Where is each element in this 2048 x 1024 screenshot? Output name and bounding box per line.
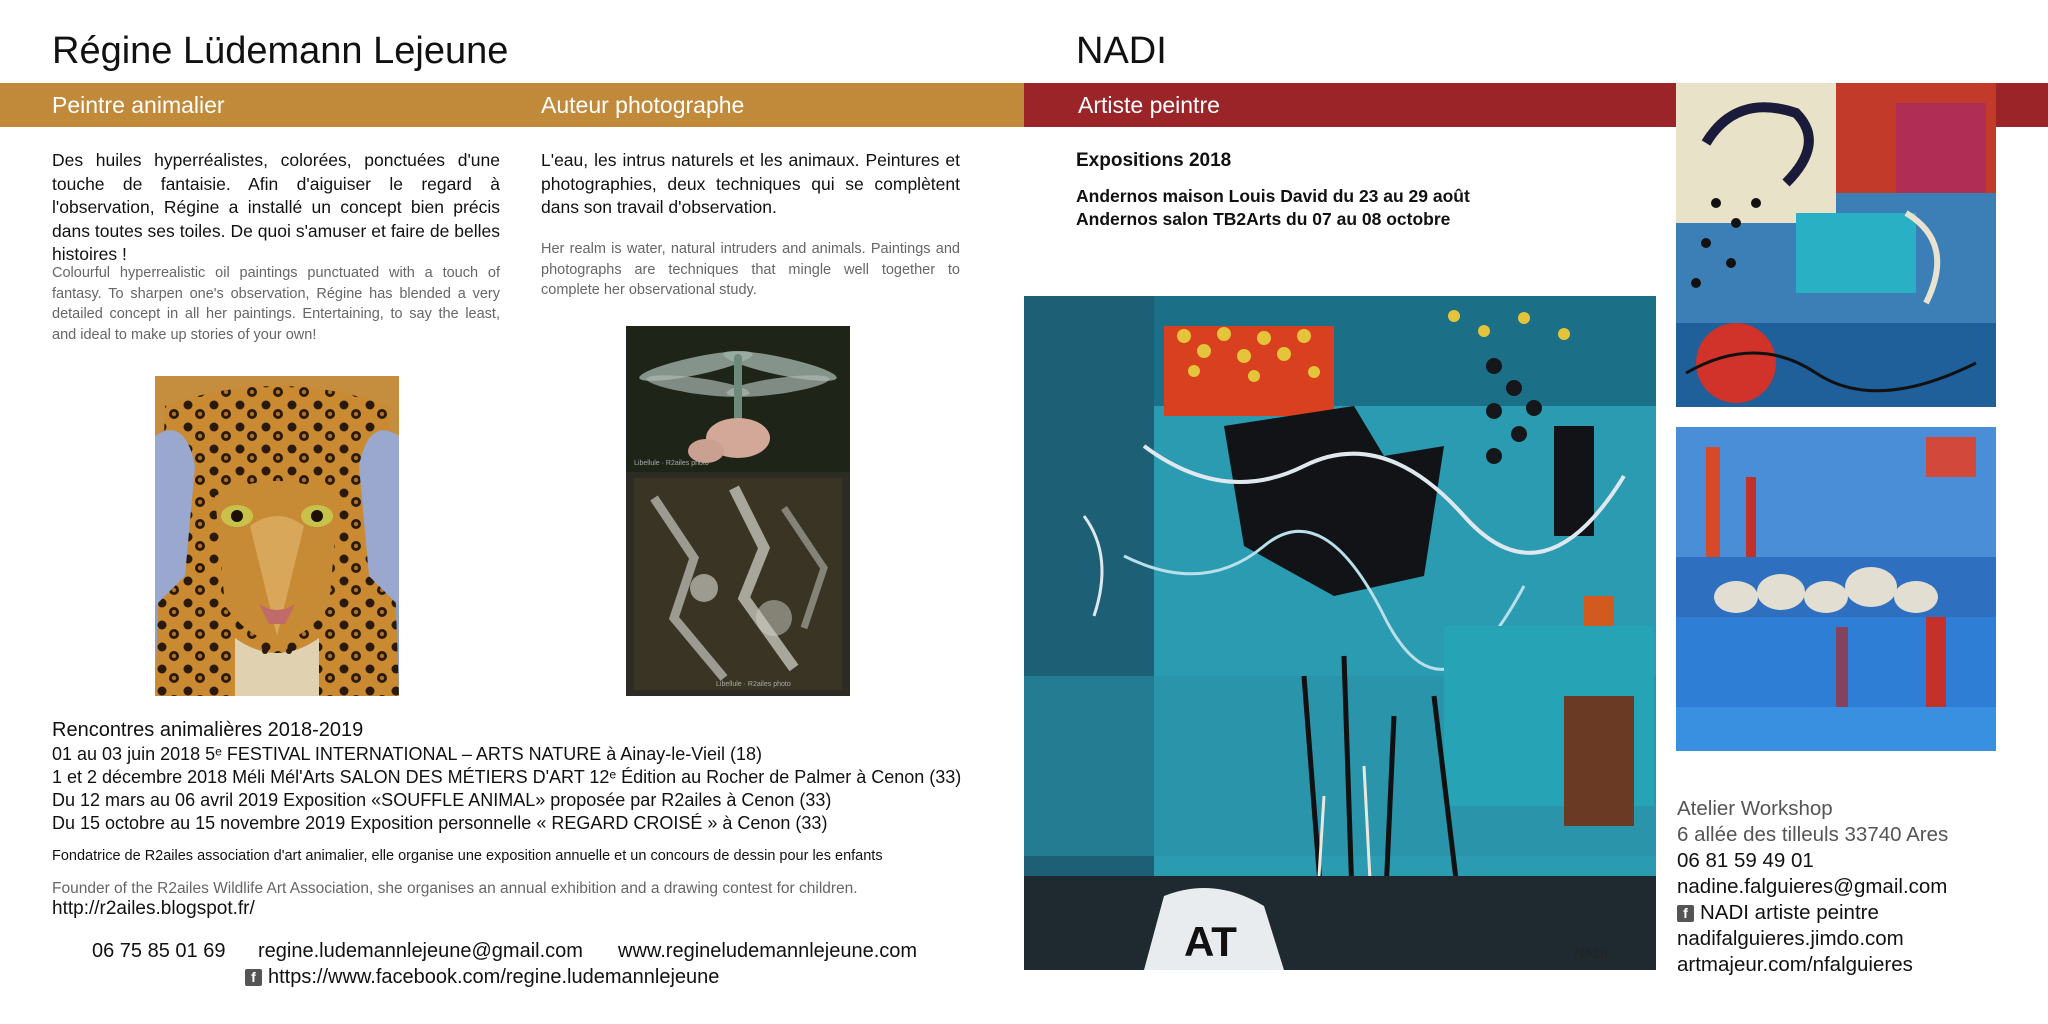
event-item-1: 01 au 03 juin 2018 5ᵉ FESTIVAL INTERNATIONAL – ARTS NATURE à Ainay-le-Vieil (18) <box>52 744 762 764</box>
nadi-facebook-label[interactable]: NADI artiste peintre <box>1700 901 1879 924</box>
nadi-site2-link[interactable]: artmajeur.com/nfalguieres <box>1677 953 1913 976</box>
event-item-4: Du 15 octobre au 15 novembre 2019 Exposition personnelle « REGARD CROISÉ » à Cenon (33) <box>52 813 828 833</box>
founder-french-text: Fondatrice de R2ailes association d'art animalier, elle organise une exposition annuelle et un concours de dessin pour les enfants <box>52 848 883 864</box>
leopard-painting-image <box>155 376 399 696</box>
abstract-painting-top-right <box>1676 83 1996 407</box>
role-photographer-label: Auteur photographe <box>541 92 745 118</box>
artist-name-title: Régine Lüdemann Lejeune <box>52 30 509 72</box>
event-item-2: 1 et 2 décembre 2018 Méli Mél'Arts SALON DES MÉTIERS D'ART 12ᵉ Édition au Rocher de Palmer à Cenon (33) <box>52 767 962 787</box>
col1-english-text: Colourful hyperrealistic oil paintings punctuated with a touch of fantasy. To sharpen one's observation, Régine has blended a very detailed concept in all her paintings. Entertaining, to say the least, and ideal to make up stories of your own! <box>52 265 500 343</box>
role-painter-label: Peintre animalier <box>52 92 225 118</box>
role-artist-label: Artiste peintre <box>1078 92 1220 118</box>
main-abstract-painting <box>1024 296 1656 970</box>
founder-english-text: Founder of the R2ailes Wildlife Art Association, she organises an annual exhibition and a drawing contest for children. <box>52 880 858 897</box>
photo-caption-top: Libellule · R2ailes photo <box>634 460 709 467</box>
events-title: Rencontres animalières 2018-2019 <box>52 719 364 741</box>
col2-english-text: Her realm is water, natural intruders and animals. Paintings and photographs are techniques that mingle well together to complete her observational study. <box>541 241 960 298</box>
website-link[interactable]: www.regineludemannlejeune.com <box>618 940 918 962</box>
abstract-painting-bottom-right <box>1676 427 1996 751</box>
atelier-label: Atelier Workshop <box>1677 797 1833 820</box>
dragonfly-photo-panel <box>626 326 850 696</box>
facebook-link[interactable]: https://www.facebook.com/regine.ludemannlejeune <box>268 966 720 988</box>
facebook-link-row[interactable] <box>245 966 719 989</box>
nadi-title: NADI <box>1076 30 1167 72</box>
expo-item-1: Andernos maison Louis David du 23 au 29 août <box>1076 186 1470 206</box>
dragonfly-photo-top <box>626 326 850 472</box>
event-item-3: Du 12 mars au 06 avril 2019 Exposition «SOUFFLE ANIMAL» proposée par R2ailes à Cenon (33) <box>52 790 832 810</box>
photo-caption-bottom: Libellule · R2ailes photo <box>716 681 791 688</box>
facebook-icon: f <box>245 969 262 986</box>
address-text: 6 allée des tilleuls 33740 Ares <box>1677 823 1949 846</box>
expo-title: Expositions 2018 <box>1076 150 1232 171</box>
svg-text:AT: AT <box>1184 918 1237 965</box>
expo-item-2: Andernos salon TB2Arts du 07 au 08 octobre <box>1076 209 1451 229</box>
col2-french-text: L'eau, les intrus naturels et les animaux. Peintures et photographies, deux techniques qui se complètent dans son travail d'observation. <box>541 150 960 217</box>
blog-link[interactable]: http://r2ailes.blogspot.fr/ <box>52 898 255 919</box>
email-link[interactable]: regine.ludemannlejeune@gmail.com <box>258 940 583 962</box>
dragonfly-photo-bottom <box>634 478 842 690</box>
nadi-facebook-row[interactable] <box>1677 900 1879 926</box>
phone-text: 06 75 85 01 69 <box>92 940 226 962</box>
nadi-site1-link[interactable]: nadifalguieres.jimdo.com <box>1677 927 1904 950</box>
nadi-phone-text: 06 81 59 49 01 <box>1677 849 1814 872</box>
painting-signature: NADI <box>1574 945 1608 961</box>
nadi-email-link[interactable]: nadine.falguieres@gmail.com <box>1677 875 1948 898</box>
col1-french-text: Des huiles hyperréalistes, colorées, ponctuées d'une touche de fantaisie. Afin d'aiguiser le regard à l'observation, Régine a installé un concept bien précis dans toutes ses toiles. De quoi s'amuser et faire de belles histoires ! <box>52 150 500 264</box>
facebook-icon: f <box>1677 905 1694 922</box>
